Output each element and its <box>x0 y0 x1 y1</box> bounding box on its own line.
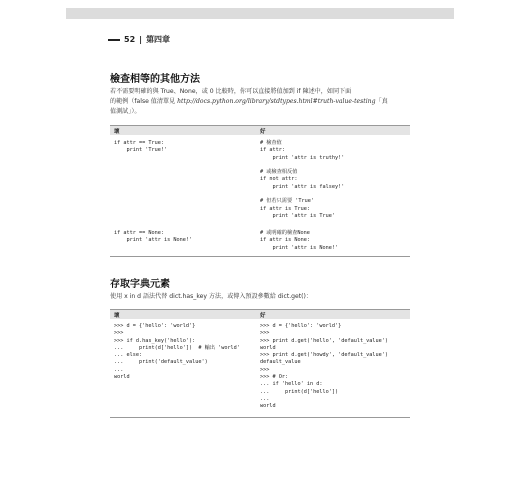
section-title-dict-access: 存取字典元素 <box>110 279 170 290</box>
page-number: 52 <box>124 35 136 44</box>
para-text: 的範例（false 值清單見 <box>110 98 178 105</box>
table1-good-code-1: # 檢查值 if attr: print 'attr is truthy!' # 或檢查相反值 if not attr: print 'attr is falsey!' # 但若只需要 'True' if attr is True: print 'attr is True' <box>260 140 345 219</box>
header-rule <box>108 39 120 41</box>
good-column-header: 好 <box>260 313 266 319</box>
good-column-header: 好 <box>260 129 266 135</box>
table1-header <box>110 125 410 135</box>
table1-bad-code-2: if attr == None: print 'attr is None!' <box>114 230 193 244</box>
section1-para-line3: 值測試」）。 <box>110 108 141 115</box>
table1-bad-code-1: if attr == True: print 'True!' <box>114 140 168 154</box>
section1-para-line1: 若不需要明確的與 True、None，或 0 比較時，你可以直接將值加到 if 陳述中，如同下面 <box>110 88 352 95</box>
table2-bottom-rule <box>110 417 410 418</box>
section-title-equality: 檢查相等的其他方法 <box>110 74 200 85</box>
bad-column-header: 壞 <box>114 129 120 135</box>
top-scan-strip <box>66 8 454 19</box>
section2-paragraph: 使用 x in d 語法代替 dict.has_key 方法，或傳入預設參數給 dict.get()： <box>110 293 312 300</box>
page-header <box>108 34 170 45</box>
table1-good-code-2: # 或明確的檢查None if attr is None: print 'attr is None!' <box>260 230 339 251</box>
section1-para-line2 <box>110 97 410 107</box>
bad-column-header: 壞 <box>114 313 120 319</box>
truth-value-link[interactable]: http://docs.python.org/library/stdtypes.html#truth-value-testing <box>177 98 376 105</box>
chapter-label: 第四章 <box>146 35 171 44</box>
table2-good-code: >>> d = {'hello': 'world'} >>> >>> print d.get('hello', 'default_value') world >>> print d.get('howdy', 'default_value') default_value >>> >>> # Or: ... if 'hello' in d: ... print(d['hello']) ... world <box>260 323 389 410</box>
table2-header <box>110 309 410 319</box>
table2-bad-code: >>> d = {'hello': 'world'} >>> >>> if d.has_key('hello'): ... print(d['hello']) # 輸出 'world' ... else: ... print('default_value') ... world <box>114 323 240 381</box>
header-separator: | <box>139 35 143 44</box>
para-text: 「真 <box>375 98 388 105</box>
section1-paragraph <box>110 87 410 117</box>
table1-bottom-rule <box>110 256 410 257</box>
